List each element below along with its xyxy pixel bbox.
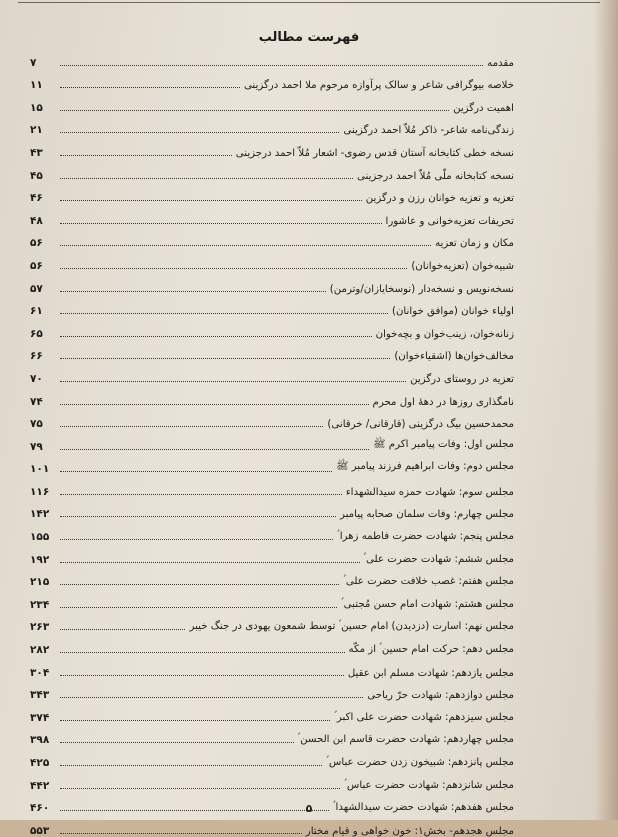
dot-leader — [60, 539, 333, 540]
toc-entry-page: ۵۵۳ — [30, 824, 50, 837]
toc-entry-page: ۱۰۱ — [30, 463, 50, 476]
dot-leader — [60, 223, 382, 224]
dot-leader — [60, 200, 362, 201]
toc-entry-title: مجلس هشتم: شهادت امام حسن مُجتبی ؑ — [341, 598, 514, 610]
toc-row — [30, 633, 514, 656]
toc-entry-title: مخالف‌خوان‌ها (اشقیاء‌خوان) — [394, 351, 514, 363]
toc-entry-title: مجلس سیزدهم: شهادت حضرت علی اکبر ؑ — [334, 711, 514, 723]
toc-row — [30, 227, 514, 250]
toc-entry-title: خلاصه بیوگرافی شاعر و سالک پرآوازه مرحوم ملا احمد درگزینی — [243, 80, 514, 92]
toc-entry-page: ۴۸ — [30, 214, 43, 227]
toc-row — [30, 182, 514, 205]
toc-entry-page: ۱۱۶ — [30, 485, 50, 498]
toc-entry-page: ۷۵ — [30, 418, 43, 431]
toc-row — [30, 701, 514, 724]
toc-row — [30, 566, 514, 589]
toc-entry-page: ۷۹ — [30, 440, 43, 453]
toc-entry-title: مجلس دهم: حرکت امام حسین ؑ از مکّه — [348, 644, 514, 656]
toc-entry-title: تحریفات تعزیه‌خوانی و عاشورا — [385, 215, 514, 227]
toc-row — [30, 362, 514, 385]
toc-entry-title: مجلس چهارم: وفات سلمان صحابه پیامبر — [339, 509, 514, 521]
toc-entry-page: ۱۵ — [30, 101, 43, 114]
toc-entry-title: مجلس پنجم: شهادت حضرت فاطمه زهرا ؑ — [337, 531, 514, 543]
page-edge-shadow — [594, 0, 618, 820]
dot-leader — [60, 65, 483, 66]
toc-entry-title: مقدمه — [487, 57, 514, 69]
header-rule — [18, 2, 600, 3]
toc-entry-page: ۲۱۵ — [30, 576, 50, 589]
toc-entry-title: مجلس ششم: شهادت حضرت علی ؑ — [363, 553, 514, 565]
toc-row — [30, 295, 514, 318]
toc-row — [30, 385, 514, 408]
dot-leader — [60, 833, 302, 834]
toc-entry-title: زندگی‌نامه شاعر- ذاکر مُلاّ احمد درگزینی — [343, 125, 514, 137]
toc-entry-page: ۴۵ — [30, 169, 43, 182]
dot-leader — [60, 471, 332, 472]
toc-row — [30, 520, 514, 543]
dot-leader — [60, 675, 344, 676]
toc-entry-page: ۵۷ — [30, 282, 43, 295]
toc-entry-page: ۷ — [30, 56, 37, 69]
toc-row — [30, 204, 514, 227]
toc-row — [30, 475, 514, 498]
toc-entry-page: ۴۶۰ — [30, 802, 50, 815]
toc-entry-page: ۶۵ — [30, 327, 43, 340]
dot-leader — [60, 155, 232, 156]
toc-entry-title: نامگذاری روزها در دههٔ اول محرم — [372, 396, 514, 408]
dot-leader — [60, 607, 337, 608]
toc-entry-title: مکان و زمان تعزیه — [435, 238, 514, 250]
toc-entry-page: ۳۷۴ — [30, 711, 50, 724]
toc-row — [30, 114, 514, 137]
toc-entry-title: نسخه کتابخانه ملّی مُلاّ احمد درجزینی — [357, 170, 514, 182]
toc-entry-title: مجلس دوم: وفات ابراهیم فرزند پیامبر ﷺ — [336, 461, 514, 473]
toc-row — [30, 69, 514, 92]
dot-leader — [60, 449, 369, 450]
page-number: ۵ — [305, 802, 313, 815]
dot-leader — [60, 652, 345, 653]
toc-row — [30, 611, 514, 634]
toc-entry-title: نسخه‌نویس و نسخه‌دار (نوسخایازان/وترمن) — [329, 283, 514, 295]
toc-entry-title: مجلس هفدهم: شهادت حضرت سیدالشهدا ؑ — [332, 802, 514, 814]
toc-entry-title: تعزیه و تعزیه خوانان رزن و درگزین — [365, 193, 514, 205]
dot-leader — [60, 516, 336, 517]
toc-row — [30, 498, 514, 521]
toc-entry-title: نسخه خطی کتابخانه آستان قدس رضوی- اشعار مُلاّ احمد درجزینی — [235, 147, 514, 159]
toc-entry-title: تعزیه در روستای درگزین — [410, 373, 514, 385]
toc-entry-title: محمدحسین بیگ درگزینی (قارقانی/ خرقانی) — [327, 419, 514, 431]
dot-leader — [60, 742, 294, 743]
dot-leader — [60, 313, 388, 314]
toc-row — [30, 408, 514, 431]
toc-entry-page: ۳۴۳ — [30, 689, 50, 702]
toc-entry-page: ۴۳ — [30, 146, 43, 159]
toc-entry-title: مجلس پانزدهم: شبیخون زدن حضرت عباس ؑ — [326, 757, 514, 768]
toc-row — [30, 656, 514, 679]
dot-leader — [60, 245, 431, 246]
toc-entry-title: مجلس دوازدهم: شهادت حرّ ریاحی — [367, 690, 514, 702]
dot-leader — [60, 426, 323, 427]
toc-entry-page: ۷۰ — [30, 372, 43, 385]
toc-row — [30, 249, 514, 272]
dot-leader — [60, 765, 322, 766]
toc-entry-title: مجلس یازدهم: شهادت مسلم ابن عقیل — [347, 667, 514, 679]
toc-entry-page: ۷۴ — [30, 395, 43, 408]
toc-entry-page: ۲۱ — [30, 124, 43, 137]
table-of-contents — [30, 46, 514, 837]
page-title: فهرست مطالب — [258, 30, 360, 45]
toc-entry-page: ۴۴۲ — [30, 779, 50, 792]
toc-entry-page: ۲۸۲ — [30, 644, 50, 657]
dot-leader — [60, 381, 406, 382]
toc-entry-page: ۱۵۵ — [30, 531, 50, 544]
toc-row — [30, 543, 514, 566]
dot-leader — [60, 494, 342, 495]
toc-entry-title: مجلس اول: وفات پیامبر اکرم ﷺ — [373, 438, 514, 450]
toc-entry-title: زنانه‌خوان، زینب‌خوان و بچه‌خوان — [375, 328, 514, 340]
toc-row — [30, 46, 514, 69]
toc-row — [30, 430, 514, 453]
toc-row — [30, 814, 514, 837]
dot-leader — [60, 110, 449, 111]
toc-entry-title: مجلس چهاردهم: شهادت حضرت قاسم ابن الحسن ؑ — [297, 734, 514, 746]
dot-leader — [60, 629, 185, 630]
dot-leader — [60, 87, 240, 88]
toc-entry-title: مجلس سوم: شهادت حمزه سیدالشهداء — [345, 486, 514, 498]
toc-entry-page: ۱۴۲ — [30, 508, 50, 521]
toc-entry-title: مجلس شانزدهم: شهادت حضرت عباس ؑ — [344, 779, 514, 791]
toc-entry-page: ۵۶ — [30, 237, 43, 250]
toc-entry-title: شبیه‌خوان (تعزیه‌خوانان) — [411, 260, 514, 272]
toc-row — [30, 588, 514, 611]
dot-leader — [60, 720, 330, 721]
toc-entry-page: ۲۶۳ — [30, 621, 50, 634]
dot-leader — [60, 404, 369, 405]
toc-entry-page: ۳۰۴ — [30, 666, 50, 679]
toc-entry-page: ۶۶ — [30, 350, 43, 363]
toc-entry-title: مجلس هفتم: غصب خلافت حضرت علی ؑ — [343, 576, 514, 588]
toc-row — [30, 136, 514, 159]
toc-entry-page: ۴۲۵ — [30, 757, 50, 769]
toc-entry-page: ۵۶ — [30, 259, 43, 272]
toc-row — [30, 453, 514, 476]
dot-leader — [60, 584, 339, 585]
toc-row — [30, 91, 514, 114]
toc-row — [30, 769, 514, 792]
toc-entry-page: ۱۱ — [30, 79, 43, 92]
toc-row — [30, 746, 514, 769]
toc-entry-title: اهمیت درگزین — [453, 102, 514, 114]
dot-leader — [60, 178, 353, 179]
toc-entry-page: ۶۱ — [30, 305, 43, 318]
toc-entry-title: اولیاء خوانان (موافق خوانان) — [391, 306, 514, 318]
dot-leader — [60, 132, 339, 133]
dot-leader — [60, 358, 390, 359]
toc-entry-page: ۲۳۴ — [30, 598, 50, 611]
toc-entry-title: مجلس نهم: اسارت (دزدیدن) امام حسین ؑ توسط شمعون یهودی در جنگ خیبر — [189, 621, 514, 633]
dot-leader — [60, 562, 360, 563]
toc-entry-title: مجلس هجدهم- بخش۱: خون خواهی و قیام مختار — [305, 825, 514, 837]
toc-entry-page: ۱۹۲ — [30, 553, 50, 566]
dot-leader — [60, 291, 326, 292]
toc-row — [30, 679, 514, 702]
toc-row — [30, 159, 514, 182]
dot-leader — [60, 788, 340, 789]
toc-row — [30, 272, 514, 295]
dot-leader — [60, 268, 407, 269]
toc-entry-page: ۴۶ — [30, 192, 43, 205]
toc-entry-page: ۳۹۸ — [30, 734, 50, 747]
dot-leader — [60, 336, 372, 337]
dot-leader — [60, 697, 363, 698]
toc-row — [30, 317, 514, 340]
toc-row — [30, 724, 514, 747]
toc-row — [30, 340, 514, 363]
